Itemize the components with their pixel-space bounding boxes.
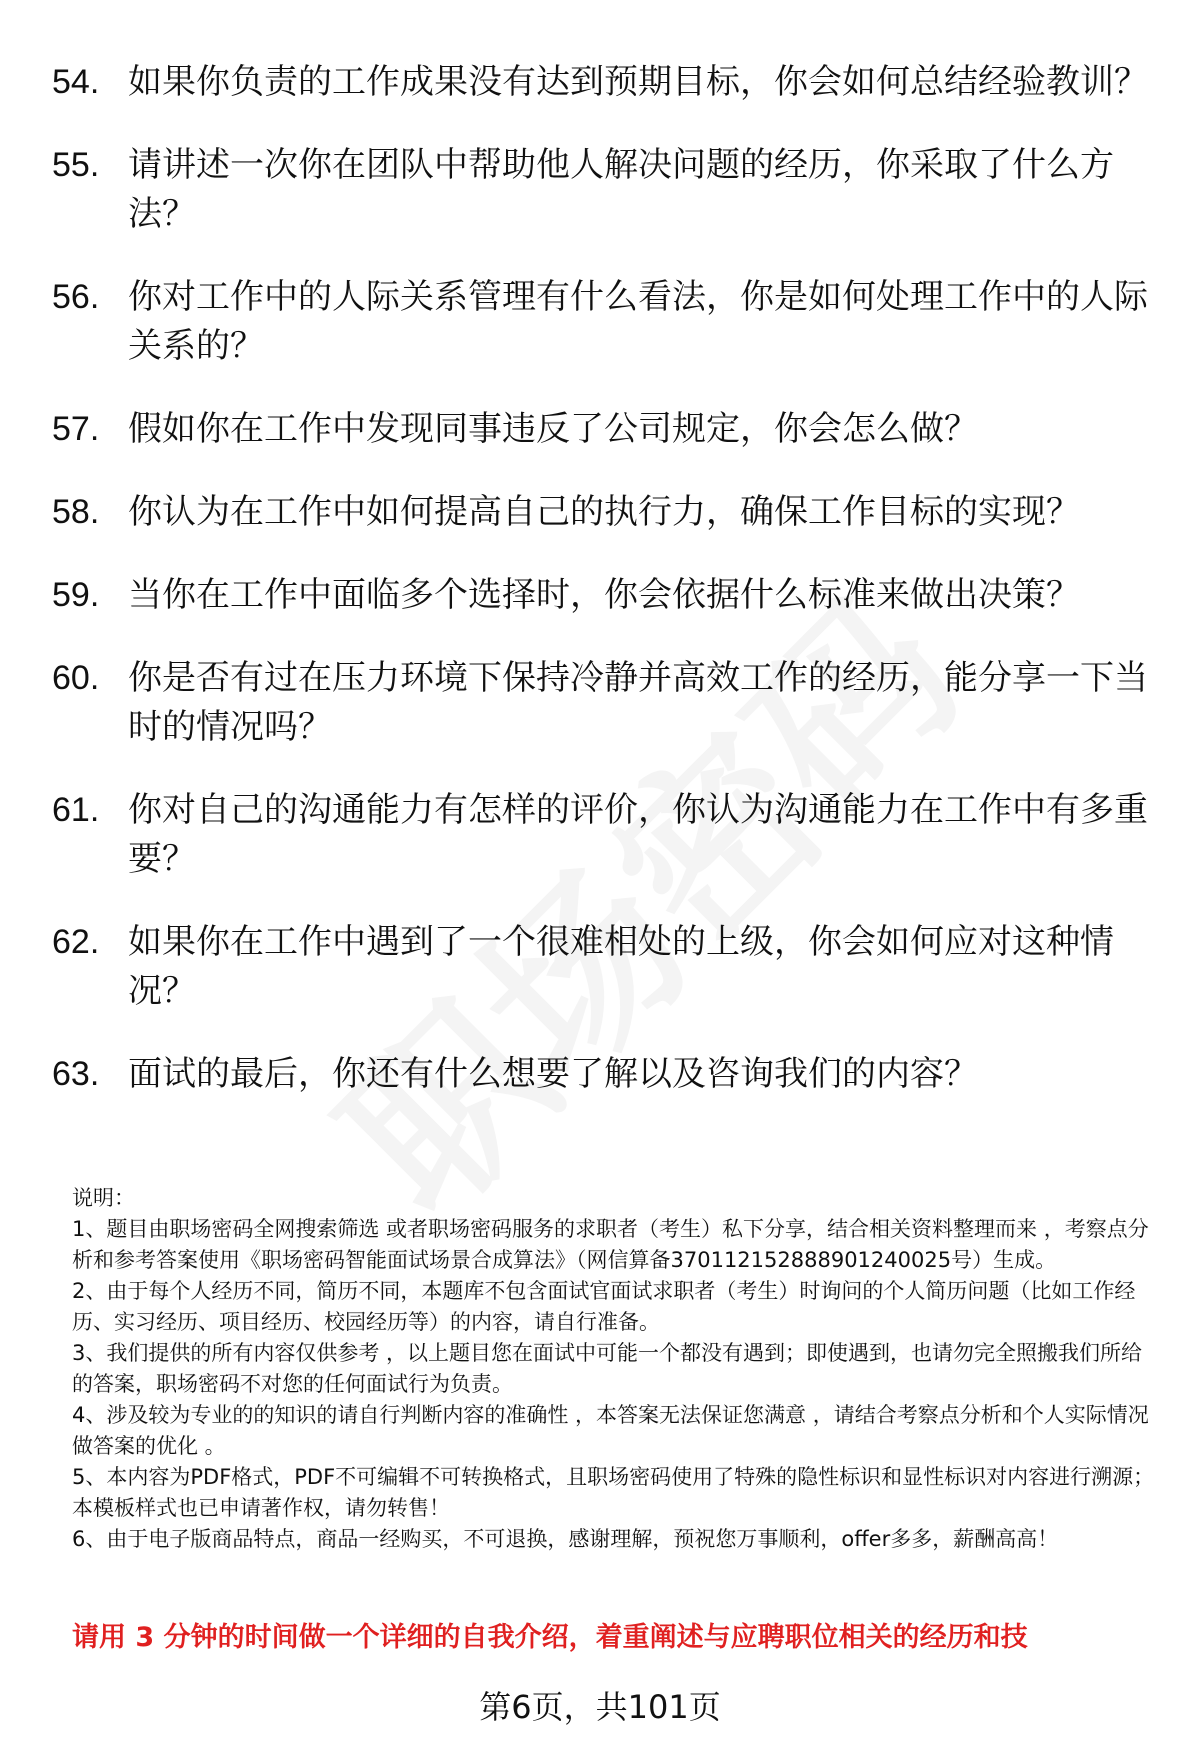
question-text: 如果你负责的工作成果没有达到预期目标，你会如何总结经验教训？ <box>128 62 1148 102</box>
notes-heading: 说明： <box>72 1186 135 1210</box>
question-number: 57. <box>52 410 100 448</box>
intro-prompt: 请用 3 分钟的时间做一个详细的自我介绍，着重阐述与应聘职位相关的经历和技 <box>72 1622 1028 1653</box>
question-item <box>52 654 1152 752</box>
note-item: 3、我们提供的所有内容仅供参考 ，以上题目您在面试中可能一个都没有遇到；即使遇到，也请勿完全照搬我们所给的答案，职场密码不对您的任何面试行为负责。 <box>72 1341 1143 1396</box>
question-text: 假如你在工作中发现同事违反了公司规定，你会怎么做？ <box>128 409 978 449</box>
question-item <box>52 141 1152 239</box>
question-item <box>52 918 1152 1016</box>
question-text: 你对工作中的人际关系管理有什么看法，你是如何处理工作中的人际关系的？ <box>128 277 1148 366</box>
question-number: 58. <box>52 493 100 531</box>
question-text: 你认为在工作中如何提高自己的执行力，确保工作目标的实现？ <box>128 492 1080 532</box>
question-text: 如果你在工作中遇到了一个很难相处的上级，你会如何应对这种情况？ <box>128 922 1114 1011</box>
question-number: 59. <box>52 576 100 614</box>
question-item <box>52 405 1152 454</box>
note-item: 5、本内容为PDF格式，PDF不可编辑不可转换格式，且职场密码使用了特殊的隐性标识和显性标识对内容进行溯源；本模板样式也已申请著作权，请勿转售！ <box>72 1465 1155 1520</box>
question-item <box>52 786 1152 884</box>
notes-section <box>72 1183 1162 1555</box>
note-item: 6、由于电子版商品特点，商品一经购买，不可退换，感谢理解，预祝您万事顺利，offer多多，薪酬高高！ <box>72 1527 1059 1551</box>
question-number: 62. <box>52 923 100 961</box>
question-number: 56. <box>52 278 100 316</box>
question-item <box>52 571 1152 620</box>
question-item <box>52 488 1152 537</box>
page-number: 第6页，共101页 <box>479 1688 721 1726</box>
question-item <box>52 1050 1152 1099</box>
note-item: 1、题目由职场密码全网搜索筛选 或者职场密码服务的求职者（考生）私下分享，结合相关资料整理而来 ，考察点分析和参考答案使用《职场密码智能面试场景合成算法》（网信算备370112152888901240025号）生成。 <box>72 1217 1149 1272</box>
question-text: 你是否有过在压力环境下保持冷静并高效工作的经历，能分享一下当时的情况吗？ <box>128 658 1148 747</box>
question-item <box>52 273 1152 371</box>
question-number: 61. <box>52 791 100 829</box>
question-text: 请讲述一次你在团队中帮助他人解决问题的经历，你采取了什么方法？ <box>128 145 1114 234</box>
question-text: 你对自己的沟通能力有怎样的评价，你认为沟通能力在工作中有多重要？ <box>128 790 1148 879</box>
question-text: 面试的最后，你还有什么想要了解以及咨询我们的内容？ <box>128 1054 978 1094</box>
question-item <box>52 58 1152 107</box>
question-text: 当你在工作中面临多个选择时，你会依据什么标准来做出决策？ <box>128 575 1080 615</box>
question-number: 60. <box>52 659 100 697</box>
question-list <box>52 58 1152 1133</box>
question-number: 55. <box>52 146 100 184</box>
note-item: 2、由于每个人经历不同，简历不同，本题库不包含面试官面试求职者（考生）时询问的个人简历问题（比如工作经历、实习经历、项目经历、校园经历等）的内容，请自行准备。 <box>72 1279 1136 1334</box>
question-number: 54. <box>52 63 100 101</box>
question-number: 63. <box>52 1055 100 1093</box>
note-item: 4、涉及较为专业的的知识的请自行判断内容的准确性 ，本答案无法保证您满意 ，请结合考察点分析和个人实际情况做答案的优化 。 <box>72 1403 1149 1458</box>
